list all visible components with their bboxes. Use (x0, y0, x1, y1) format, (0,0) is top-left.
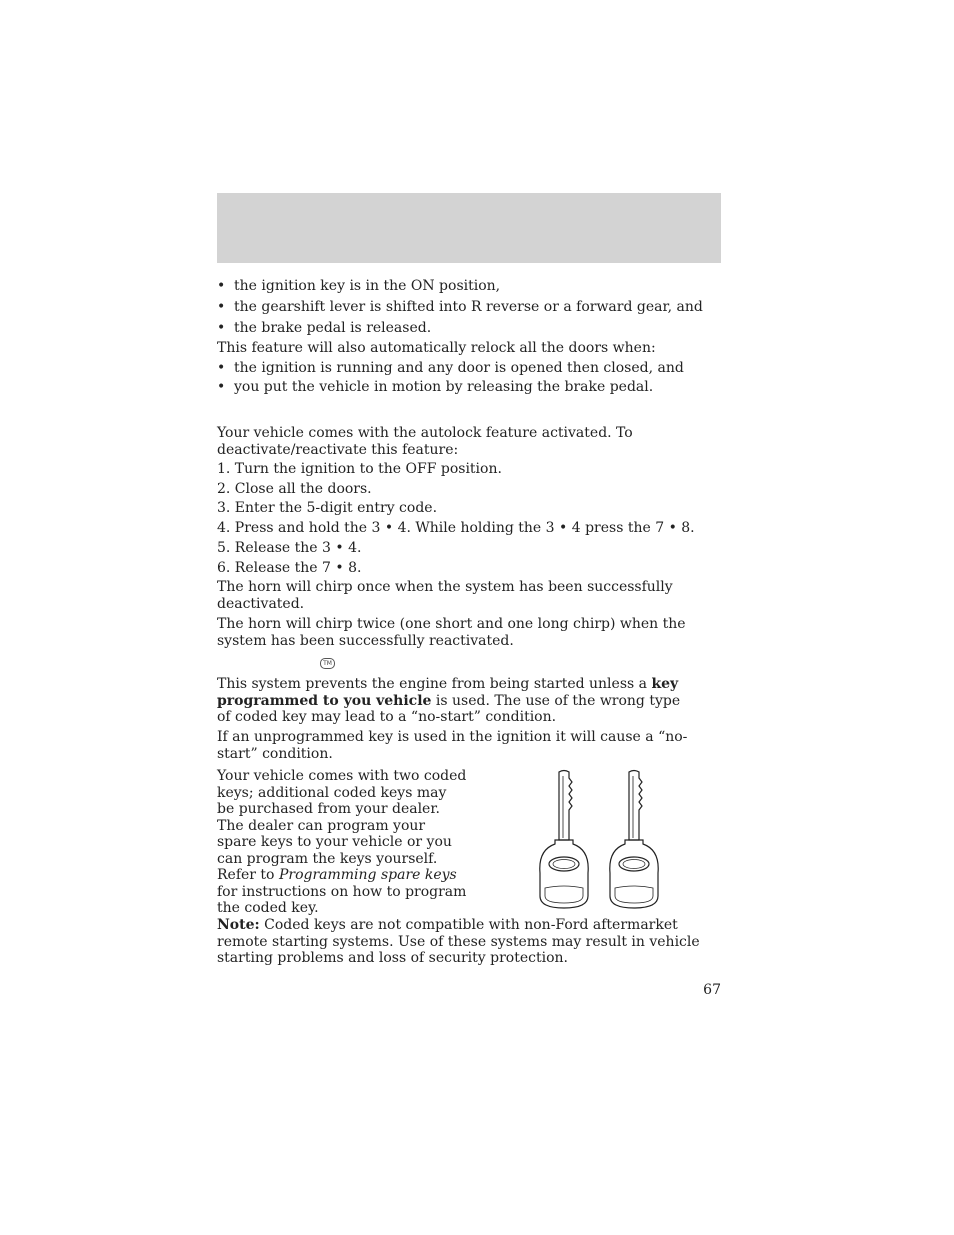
bullet-icon: • (217, 320, 226, 336)
page-number: 67 (703, 982, 721, 998)
system-description: This system prevents the engine from being started unless a key programmed to you vehicle is used. The use of the wrong type of coded key may lead to a “no-start” condition. (217, 676, 681, 725)
note-paragraph: Note: Coded keys are not compatible with non-Ford aftermarket remote starting systems. Use of these systems may result in vehicle starting problems and loss of security protection. (217, 917, 700, 966)
step-item: 5. Release the 3 • 4. (217, 540, 362, 556)
coded-keys-illustration (535, 768, 665, 913)
bullet-item: • the gearshift lever is shifted into R reverse or a forward gear, and (217, 299, 703, 315)
programming-spare-keys-ref: Programming spare keys (278, 867, 457, 883)
step-item: 1. Turn the ignition to the OFF position. (217, 461, 502, 477)
bullet-icon: • (217, 360, 226, 376)
bullet-item: • the ignition key is in the ON position, (217, 278, 501, 294)
step-item: 4. Press and hold the 3 • 4. While holding the 3 • 4 press the 7 • 8. (217, 520, 695, 536)
trademark-mark: TM (320, 658, 335, 669)
bullet-icon: • (217, 379, 226, 395)
bullet-icon: • (217, 278, 226, 294)
step-item: 2. Close all the doors. (217, 481, 372, 497)
relock-intro: This feature will also automatically relock all the doors when: (217, 340, 656, 356)
bullet-item: • the brake pedal is released. (217, 320, 432, 336)
bullet-icon: • (217, 299, 226, 315)
step-item: 6. Release the 7 • 8. (217, 560, 362, 576)
bullet-item: • you put the vehicle in motion by releasing the brake pedal. (217, 379, 654, 395)
chirp-once-text: The horn will chirp once when the system has been successfully deactivated. (217, 579, 673, 612)
key-programmed-emphasis: key programmed to you vehicle (217, 676, 679, 709)
step-item: 3. Enter the 5-digit entry code. (217, 500, 438, 516)
coded-key-icon (540, 771, 588, 909)
chirp-twice-text: The horn will chirp twice (one short and one long chirp) when the system has been successfully reactivated. (217, 616, 686, 649)
bullet-item: • the ignition is running and any door is opened then closed, and (217, 360, 684, 376)
note-label: Note: (217, 917, 260, 933)
section-header-band (217, 193, 721, 263)
autolock-intro: Your vehicle comes with the autolock feature activated. To deactivate/reactivate this feature: (217, 425, 633, 458)
unprogrammed-key-text: If an unprogrammed key is used in the ignition it will cause a “no-start” condition. (217, 729, 688, 762)
coded-key-icon (610, 771, 658, 909)
coded-keys-text: Your vehicle comes with two coded keys; additional coded keys may be purchased from your dealer. The dealer can program your spare keys to your vehicle or you can program the keys yourself. Refer to Programming spare keys for instructions on how to program the coded key. (217, 768, 467, 916)
